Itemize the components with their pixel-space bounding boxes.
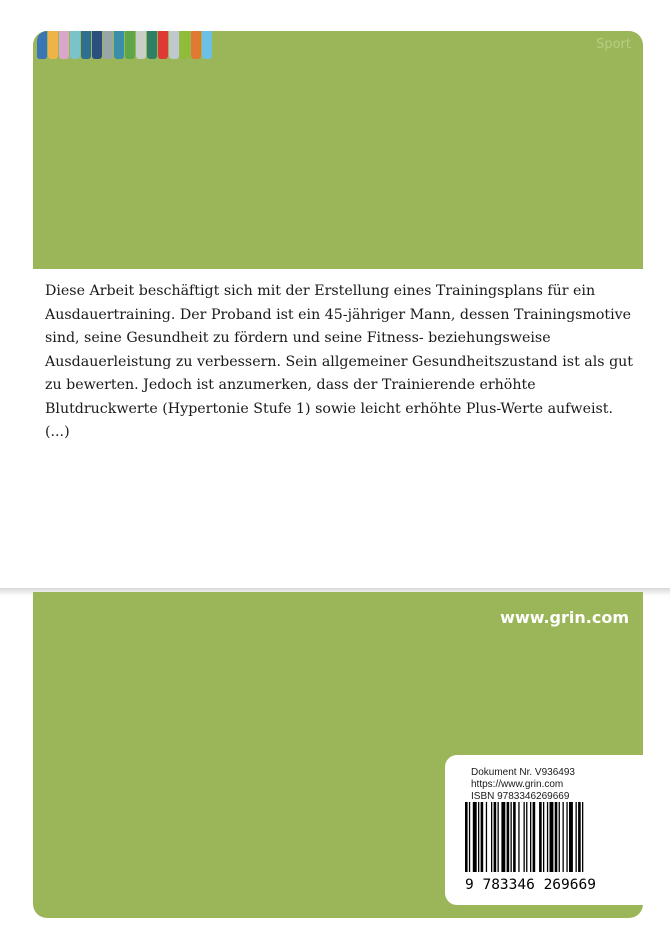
color-stripe <box>48 31 58 59</box>
barcode-bar <box>513 802 516 872</box>
isbn-barcode <box>465 802 631 892</box>
barcode-bar <box>576 802 577 872</box>
barcode-bar <box>491 802 492 872</box>
color-stripe <box>103 31 113 59</box>
color-stripe <box>125 31 135 59</box>
document-info-box <box>445 755 643 905</box>
barcode-bar <box>478 802 479 872</box>
isbn: ISBN 9783346269669 <box>471 791 570 802</box>
barcode-bar <box>566 802 567 872</box>
barcode-bar <box>526 802 527 872</box>
barcode-bar <box>481 802 484 872</box>
web-address: https://www.grin.com <box>471 779 564 790</box>
barcode-bar <box>498 802 499 872</box>
series-label: Sport <box>596 37 631 52</box>
barcode-bar <box>530 802 531 872</box>
color-stripe <box>191 31 201 59</box>
color-stripes <box>37 31 213 59</box>
barcode-bar <box>559 802 560 872</box>
color-stripe <box>92 31 102 59</box>
color-stripe <box>114 31 124 59</box>
color-stripe <box>59 31 69 59</box>
barcode-bar <box>582 802 583 872</box>
barcode-bar <box>547 802 548 872</box>
color-stripe <box>202 31 212 59</box>
color-stripe <box>158 31 168 59</box>
color-stripe <box>136 31 146 59</box>
color-stripe <box>70 31 80 59</box>
barcode-bar <box>518 802 519 872</box>
barcode-bar <box>511 802 512 872</box>
barcode-bar <box>494 802 497 872</box>
color-stripe <box>37 31 47 59</box>
publisher-url[interactable]: www.grin.com <box>500 608 629 627</box>
barcode-bar <box>578 802 581 872</box>
barcode-bar <box>473 802 477 872</box>
barcode-bar <box>550 802 554 872</box>
book-blurb: Diese Arbeit beschäftigt sich mit der Erstellung eines Trainingsplans für ein Ausdauertraining. Der Proband ist ein 45-jähriger Mann, dessen Trainingsmotive sind, seine Gesundheit zu fördern und seine Fitness- beziehungsweise Ausdauerleistung zu verbessern. Sein allgemeiner Gesundheitszustand ist als gut zu bewerten. Jedoch ist anzumerken, dass der Trainierende erhöhte Blutdruckwerte (Hypertonie Stufe 1) sowie leicht erhöhte Plus-Werte aufweist. (...) <box>45 283 633 440</box>
barcode-bar <box>486 802 487 872</box>
barcode-bar <box>469 802 470 872</box>
cover-top-panel <box>33 31 643 269</box>
barcode-bar <box>539 802 542 872</box>
barcode-bar <box>569 802 573 872</box>
barcode-bar <box>507 802 510 872</box>
barcode-bar <box>533 802 536 872</box>
barcode-digits: 9 783346 269669 <box>465 877 596 892</box>
barcode-bar <box>524 802 525 872</box>
barcode-bar <box>543 802 544 872</box>
barcode-bar <box>555 802 558 872</box>
document-number: Dokument Nr. V936493 <box>471 767 575 778</box>
cover-bottom-panel <box>33 592 643 918</box>
color-stripe <box>169 31 179 59</box>
barcode-bar <box>501 802 505 872</box>
color-stripe <box>147 31 157 59</box>
barcode-bar <box>465 802 468 872</box>
color-stripe <box>81 31 91 59</box>
barcode-bar <box>563 802 564 872</box>
color-stripe <box>180 31 190 59</box>
